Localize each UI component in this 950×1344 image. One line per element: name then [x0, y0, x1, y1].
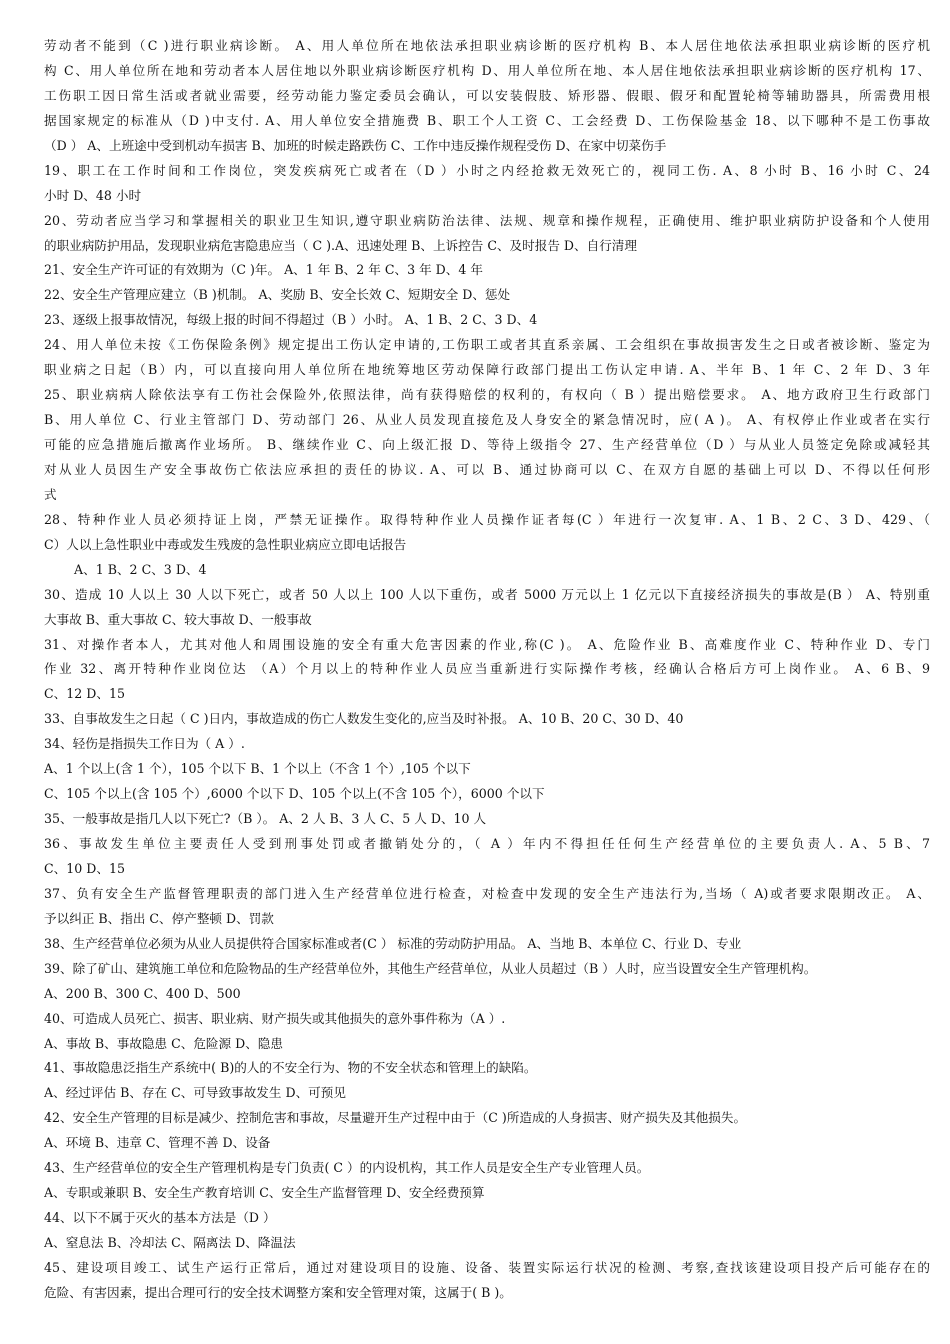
- text-line: 工伤职工因日常生活或者就业需要，经劳动能力鉴定委员会确认，可以安装假肢、矫形器、假眼、假牙和配置轮椅等辅助器具，所需费用根: [44, 87, 930, 103]
- text-line: 28、特种作业人员必须持证上岗，严禁无证操作。取得特种作业人员操作证者每(C ）年进行一次复审. A、1 B、2 C、3 D、429、（: [44, 511, 930, 527]
- text-line: 34、轻伤是指损失工作日为（ A ）.: [44, 736, 245, 752]
- text-line: 构 C、用人单位所在地和劳动者本人居住地以外职业病诊断医疗机构 D、用人单位所在地、本人居住地依法承担职业病诊断的医疗机构 17、: [44, 62, 930, 78]
- text-line: 41、事故隐患泛指生产系统中( B)的人的不安全行为、物的不安全状态和管理上的缺陷。: [44, 1060, 537, 1076]
- text-line: C、10 D、15: [44, 860, 125, 876]
- text-line: C）人以上急性职业中毒或发生残废的急性职业病应立即电话报告: [44, 536, 407, 552]
- text-line: 40、可造成人员死亡、损害、职业病、财产损失或其他损失的意外事件称为（A ）.: [44, 1010, 506, 1026]
- text-line: 30、造成 10 人以上 30 人以下死亡，或者 50 人以上 100 人以下重伤，或者 5000 万元以上 1 亿元以下直接经济损失的事故是(B ） A、特别重: [44, 586, 930, 602]
- text-line: A、环境 B、违章 C、管理不善 D、设备: [44, 1135, 271, 1151]
- text-line: 25、职业病病人除依法享有工伤社会保险外,依照法律，尚有获得赔偿的权利的，有权向（ B ）提出赔偿要求。 A、地方政府卫生行政部门: [44, 387, 930, 403]
- text-line: 39、除了矿山、建筑施工单位和危险物品的生产经营单位外，其他生产经营单位，从业人员超过（B ）人时，应当设置安全生产管理机构。: [44, 960, 817, 976]
- text-line: B、用人单位 C、行业主管部门 D、劳动部门 26、从业人员发现直接危及人身安全的紧急情况时，应( A )。 A、有权停止作业或者在实行: [44, 412, 930, 428]
- text-line: 的职业病防护用品，发现职业病危害隐患应当（ C ).A、迅速处理 B、上诉控告 C、及时报告 D、自行清理: [44, 237, 637, 253]
- text-line: 予以纠正 B、指出 C、停产整顿 D、罚款: [44, 910, 274, 926]
- text-line: 31、对操作者本人，尤其对他人和周围设施的安全有重大危害因素的作业,称(C )。 A、危险作业 B、高难度作业 C、特种作业 D、专门: [44, 636, 930, 652]
- text-line: A、200 B、300 C、400 D、500: [44, 985, 241, 1001]
- text-line: 38、生产经营单位必须为从业人员提供符合国家标准或者(C ） 标准的劳动防护用品。 A、当地 B、本单位 C、行业 D、专业: [44, 935, 742, 951]
- text-line: A、窒息法 B、冷却法 C、隔离法 D、降温法: [44, 1235, 296, 1250]
- text-line: A、1 B、2 C、3 D、4: [74, 561, 207, 577]
- text-line: C、12 D、15: [44, 686, 125, 702]
- text-line: A、1 个以上(含 1 个），105 个以下 B、1 个以上（不含 1 个）,105 个以下: [44, 761, 471, 777]
- text-line: A、专职或兼职 B、安全生产教育培训 C、安全生产监督管理 D、安全经费预算: [44, 1185, 485, 1201]
- text-line: 作业 32、离开特种作业岗位达 （A）个月以上的特种作业人员应当重新进行实际操作考核，经确认合格后方可上岗作业。 A、6 B、9: [44, 661, 930, 677]
- text-line: 可能的应急措施后撤离作业场所。 B、继续作业 C、向上级汇报 D、等待上级指令 27、生产经营单位（D ）与从业人员签定免除或减轻其: [44, 437, 930, 452]
- text-line: A、事故 B、事故隐患 C、危险源 D、隐患: [44, 1035, 283, 1051]
- text-line: 44、以下不属于灭火的基本方法是（D ）: [44, 1210, 276, 1226]
- text-line: 据国家规定的标准从（D )中支付. A、用人单位安全措施费 B、职工个人工资 C、工会经费 D、工伤保险基金 18、以下哪种不是工伤事故: [44, 112, 930, 128]
- text-line: 23、逐级上报事故情况，每级上报的时间不得超过（B ）小时。 A、1 B、2 C、3 D、4: [44, 312, 538, 328]
- text-line: 45、建设项目竣工、试生产运行正常后，通过对建设项目的设施、设备、装置实际运行状况的检测、考察,查找该建设项目投产后可能存在的: [44, 1259, 930, 1275]
- text-line: 危险、有害因素，提出合理可行的安全技术调整方案和安全管理对策，这属于( B )。: [44, 1284, 512, 1300]
- text-line: 21、安全生产许可证的有效期为（C )年。 A、1 年 B、2 年 C、3 年 D、4 年: [44, 262, 483, 278]
- text-line: 36、事故发生单位主要责任人受到刑事处罚或者撤销处分的，（ A ）年内不得担任任何生产经营单位的主要负责人. A、5 B、7: [44, 836, 930, 851]
- text-line: 式: [44, 486, 57, 502]
- text-line: 37、负有安全生产监督管理职责的部门进入生产经营单位进行检查，对检查中发现的安全生产违法行为,当场（ A)或者要求限期改正。 A、: [44, 885, 930, 901]
- text-line: 35、一般事故是指几人以下死亡?（B ）。 A、2 人 B、3 人 C、5 人 D、10 人: [44, 811, 487, 827]
- text-line: C、105 个以上(含 105 个）,6000 个以下 D、105 个以上(不含 105 个），6000 个以下: [44, 786, 545, 802]
- text-line: 大事故 B、重大事故 C、较大事故 D、一般事故: [44, 611, 312, 627]
- text-line: 20、劳动者应当学习和掌握相关的职业卫生知识,遵守职业病防治法律、法规、规章和操作规程，正确使用、维护职业病防护设备和个人使用: [44, 212, 930, 228]
- text-line: 24、用人单位未按《工伤保险条例》规定提出工伤认定申请的,工伤职工或者其直系亲属、工会组织在事故损害发生之日或者被诊断、鉴定为: [44, 337, 930, 353]
- text-line: 小时 D、48 小时: [44, 187, 142, 203]
- text-line: 对从业人员因生产安全事故伤亡依法应承担的责任的协议. A、可以 B、通过协商可以 C、在双方自愿的基础上可以 D、不得以任何形: [44, 461, 930, 477]
- document-text-body: [44, 34, 930, 1306]
- text-line: 22、安全生产管理应建立（B )机制。 A、奖励 B、安全长效 C、短期安全 D、惩处: [44, 287, 511, 303]
- text-line: 职业病之日起（B）内，可以直接向用人单位所在地统筹地区劳动保障行政部门提出工伤认定申请. A、半年 B、1 年 C、2 年 D、3 年: [44, 362, 930, 378]
- text-line: 33、自事故发生之日起（ C )日内，事故造成的伤亡人数发生变化的,应当及时补报。 A、10 B、20 C、30 D、40: [44, 711, 684, 727]
- text-line: 劳动者不能到（C )进行职业病诊断。 A、用人单位所在地依法承担职业病诊断的医疗机构 B、本人居住地依法承担职业病诊断的医疗机: [44, 38, 930, 53]
- text-line: 43、生产经营单位的安全生产管理机构是专门负责( C ）的内设机构，其工作人员是安全生产专业管理人员。: [44, 1160, 650, 1176]
- text-line: （D ） A、上班途中受到机动车损害 B、加班的时候走路跌伤 C、工作中违反操作规程受伤 D、在家中切菜伤手: [44, 137, 667, 153]
- text-line: 42、安全生产管理的目标是减少、控制危害和事故，尽量避开生产过程中由于（C )所造成的人身损害、财产损失及其他损失。: [44, 1110, 747, 1126]
- text-line: 19、职工在工作时间和工作岗位，突发疾病死亡或者在（D ）小时之内经抢救无效死亡的，视同工伤. A、8 小时 B、16 小时 C、24: [44, 162, 930, 178]
- text-line: A、经过评估 B、存在 C、可导致事故发生 D、可预见: [44, 1085, 346, 1101]
